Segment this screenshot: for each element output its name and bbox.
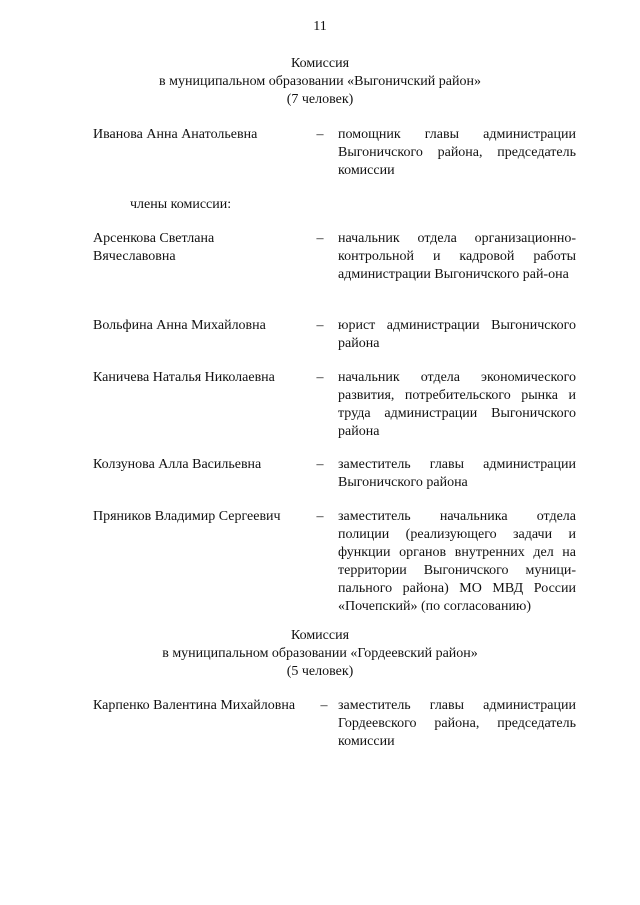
member-role: начальник отдела организационно-контрольной и кадровой работы администрации Выгоничского рай-она xyxy=(338,231,576,282)
chair-name: Иванова Анна Анатольевна xyxy=(93,127,258,142)
dash: – xyxy=(316,231,324,246)
chair-role: заместитель главы администрации Гордеевского района, председатель комиссии xyxy=(338,698,576,749)
page-number: 11 xyxy=(313,19,327,34)
section-count: (7 человек) xyxy=(286,92,354,107)
member-name: Вольфина Анна Михайловна xyxy=(93,318,266,333)
section-subtitle: в муниципальном образовании «Выгоничский район» xyxy=(159,74,481,89)
member-name: Колзунова Алла Васильевна xyxy=(93,457,262,472)
section-count: (5 человек) xyxy=(286,664,354,679)
member-name: Каничева Наталья Николаевна xyxy=(93,370,275,385)
dash: – xyxy=(316,370,324,385)
members-label: члены комиссии: xyxy=(130,197,232,212)
chair-role: помощник главы администрации Выгоничского района, председатель комиссии xyxy=(338,127,576,178)
member-role: юрист администрации Выгоничского района xyxy=(338,318,576,351)
member-name: Пряников Владимир Сергеевич xyxy=(93,509,281,524)
member-role: начальник отдела экономического развития, потребительского рынка и труда администрации Выгоничского района xyxy=(338,370,576,439)
member-role: заместитель начальника отдела полиции (реализующего задачи и функции органов внутренних дел на территории Выгоничского муници-пального района) МО МВД России «Почепский» (по согласованию) xyxy=(338,509,576,614)
section-subtitle: в муниципальном образовании «Гордеевский район» xyxy=(162,646,478,661)
member-name: Арсенкова Светлана Вячеславовна xyxy=(93,231,215,264)
section-title: Комиссия xyxy=(290,56,350,71)
dash: – xyxy=(316,127,324,142)
section-heading-gordeevka xyxy=(0,627,640,681)
chair-name: Карпенко Валентина Михайловна xyxy=(93,698,296,713)
section-heading-vygonichi xyxy=(0,55,640,109)
member-role: заместитель главы администрации Выгоничского района xyxy=(338,457,576,490)
dash: – xyxy=(316,318,324,333)
dash: – xyxy=(316,457,324,472)
dash: – xyxy=(320,698,328,713)
section-title: Комиссия xyxy=(290,628,350,643)
dash: – xyxy=(316,509,324,524)
